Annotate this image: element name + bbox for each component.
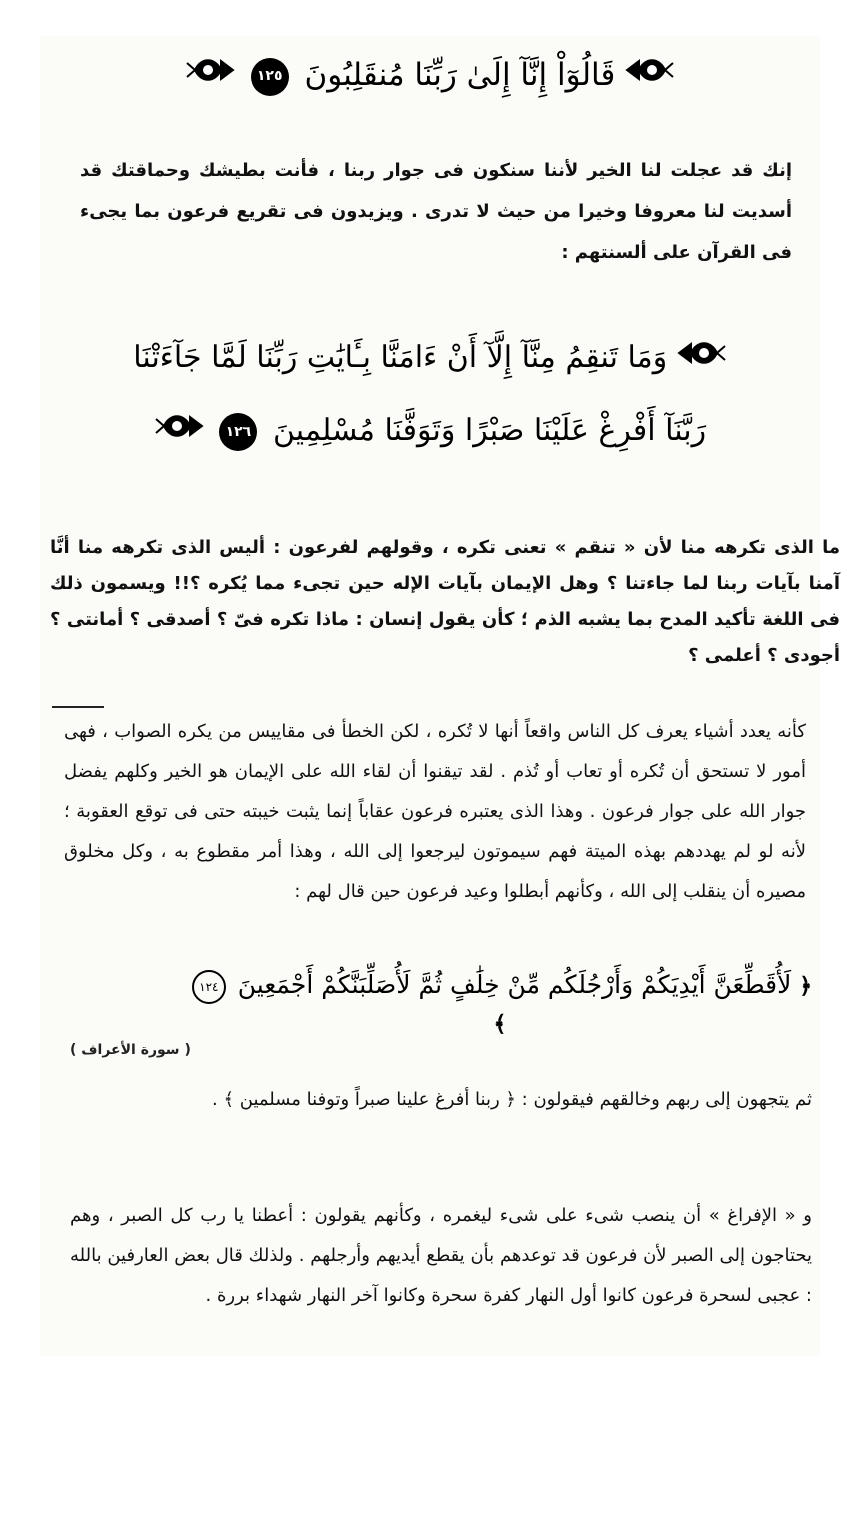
paragraph-5: و « الإفراغ » أن ينصب شىء على شىء ليغمره ، وكأنهم يقولون : أعطنا يا رب كل الصبر ، وهم يحتاجون إلى الصبر لأن فرعون قد توعدهم بأن يقطع أيديهم وأرجلهم . ولذلك قال بعض العارفين بالله : عجبى لسحرة فرعون كانوا أول النهار كفرة سحرة وكانوا آخر النهار شهداء بررة . [70,1205,812,1306]
verse-number-medallion-icon: ١٢٦ [219,413,257,451]
verse-ornament-icon [677,336,727,383]
paragraph-4: ثم يتجهون إلى ربهم وخالقهم فيقولون : ﴿ ربنا أفرغ علينا صبراً وتوفنا مسلمين ﴾ . [212,1089,812,1110]
verse-126-text-line-2: رَبَّنَآ أَفْرِغْ عَلَيْنَا صَبْرًا وَتَوَفَّنَا مُسْلِمِينَ [272,413,707,448]
paragraph-1: إنك قد عجلت لنا الخير لأننا سنكون فى جوار ربنا ، فأنت بطيشك وحماقتك قد أسديت لنا معروفا وخيرا من حيث لا تدرى . ويزيدون فى تقريع فرعون بما يجىء فى القرآن على ألسنتهم : [80,160,792,263]
verse-ornament-icon [625,53,675,101]
surah-source: ( سورة الأعراف ) [70,1042,191,1058]
verse-126-line-1 [70,335,790,383]
verse-124-text: لَأُقَطِّعَنَّ أَيْدِيَكُمْ وَأَرْجُلَكُم مِّنْ خِلَٰفٍ ثُمَّ لَأُصَلِّبَنَّكُمْ أَجْمَعِينَ [237,970,792,999]
paragraph-3: كأنه يعدد أشياء يعرف كل الناس واقعاً أنها لا تُكره ، لكن الخطأ فى مقاييس من يكره الصواب ، فهى أمور لا تستحق أن تُكره أو تعاب أو تُذم . لقد تيقنوا أن لقاء الله على الإيمان هو الخير وكلهم يفضل جوار الله على جوار فرعون . وهذا الذى يعتبره فرعون عقاباً إنما يثبت خيبته حتى فى توقع العقوبة ؛ لأنه لو لم يهددهم بهذه الميتة فهم سيموتون ليرجعوا إلى الله ، وهذا أمر مقطوع به ، وكل مخلوق مصيره أن ينقلب إلى الله ، وكأنهم أبطلوا وعيد فرعون حين قال لهم : [64,721,806,902]
verse-open-bracket-icon: ﴿ [799,974,813,999]
verse-number-medallion-icon: ١٢٤ [192,970,226,1004]
verse-126-text-line-1: وَمَا تَنقِمُ مِنَّآ إِلَّآ أَنْ ءَامَنَّا بِـَٔايَٰتِ رَبِّنَا لَمَّا جَآءَتْنَا [133,340,668,375]
verse-ornament-icon [185,53,235,101]
verse-number-medallion-icon: ١٢٥ [251,58,289,96]
verse-close-bracket-icon: ﴾ [493,1011,507,1037]
paragraph-2: ما الذى تكرهه منا لأن « تنقم » تعنى تكره ، وقولهم لفرعون : أليس الذى تكرهه منا أنَّا آمنا بآيات ربنا لما جاءتنا ؟ وهل الإيمان بآيات الإله حين تجىء مما يُكره ؟!! ويسمون ذلك فى اللغة تأكيد المدح بما يشبه الذم ؛ كأن يقول إنسان : ماذا تكره فىّ ؟ أصدقى ؟ أمانتى ؟ أجودى ؟ أعلمى ؟ [50,537,840,666]
verse-ornament-icon [154,409,204,456]
verse-126-line-2 [150,408,710,456]
verse-125 [150,52,710,100]
verse-124 [180,966,820,1041]
verse-125-text: قَالُوٓاْ إِنَّآ إِلَىٰ رَبِّنَا مُنقَلِبُونَ [304,57,616,93]
section-divider [52,706,104,708]
